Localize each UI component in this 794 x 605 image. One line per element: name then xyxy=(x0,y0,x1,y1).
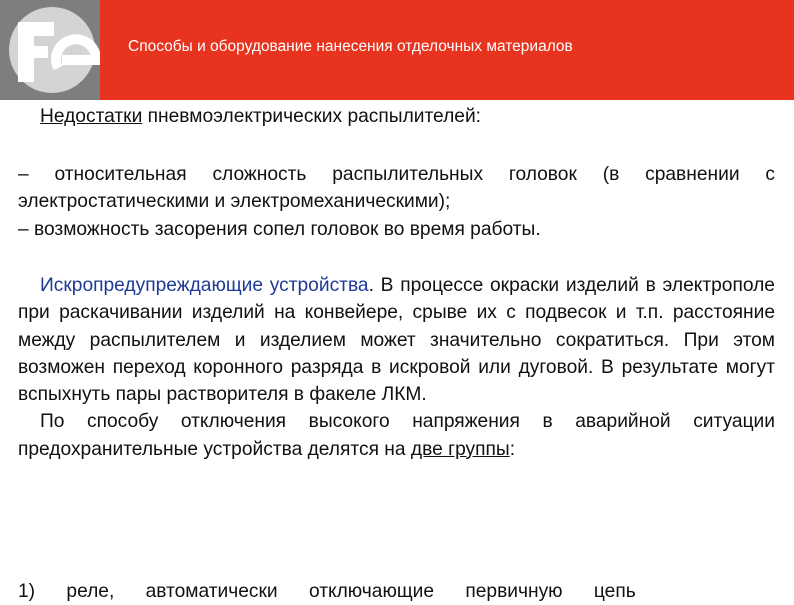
subheading-rest: пневмоэлектрических распылителей: xyxy=(142,106,482,127)
term-spark-devices: Искропредупреждающие устройства xyxy=(40,275,369,296)
paragraph-text: : xyxy=(509,438,516,460)
drawbacks-list xyxy=(18,161,775,243)
logo xyxy=(0,0,100,100)
subheading-underlined: Недостатки xyxy=(40,106,143,127)
paragraph-text: По способу отключения высокого напряжения в аварийной ситуации предохранительные устройства делятся на xyxy=(18,411,775,460)
paragraph-groups xyxy=(18,408,775,463)
drawback-item: – относительная сложность распылительных головок (в сравнении с электростатическими и электромеханическими); xyxy=(18,164,775,213)
page-title: Способы и оборудование нанесения отделочных материалов xyxy=(128,38,573,55)
slide-header xyxy=(0,0,794,100)
underlined-groups: две группы xyxy=(410,438,510,460)
drawback-item: – возможность засорения сопел головок во время работы. xyxy=(18,218,541,240)
paragraph-text: . В процессе окраски изделий в электрополе при раскачивании изделий на конвейере, срыве их с подвесок и т.п. расстояние между распылителем и изделием может значительно сократиться. При этом возможен переход коронного разряда в искровой или дуговой. В результате могут вспыхнуть пары растворителя в факеле ЛКМ. xyxy=(18,275,775,406)
paragraph-spark-protection xyxy=(18,272,775,408)
fe-logo-icon xyxy=(0,0,100,100)
list-item: 1) реле, автоматически отключающие первичную цепь xyxy=(18,581,636,602)
subheading xyxy=(40,103,481,130)
main-text xyxy=(18,272,775,463)
